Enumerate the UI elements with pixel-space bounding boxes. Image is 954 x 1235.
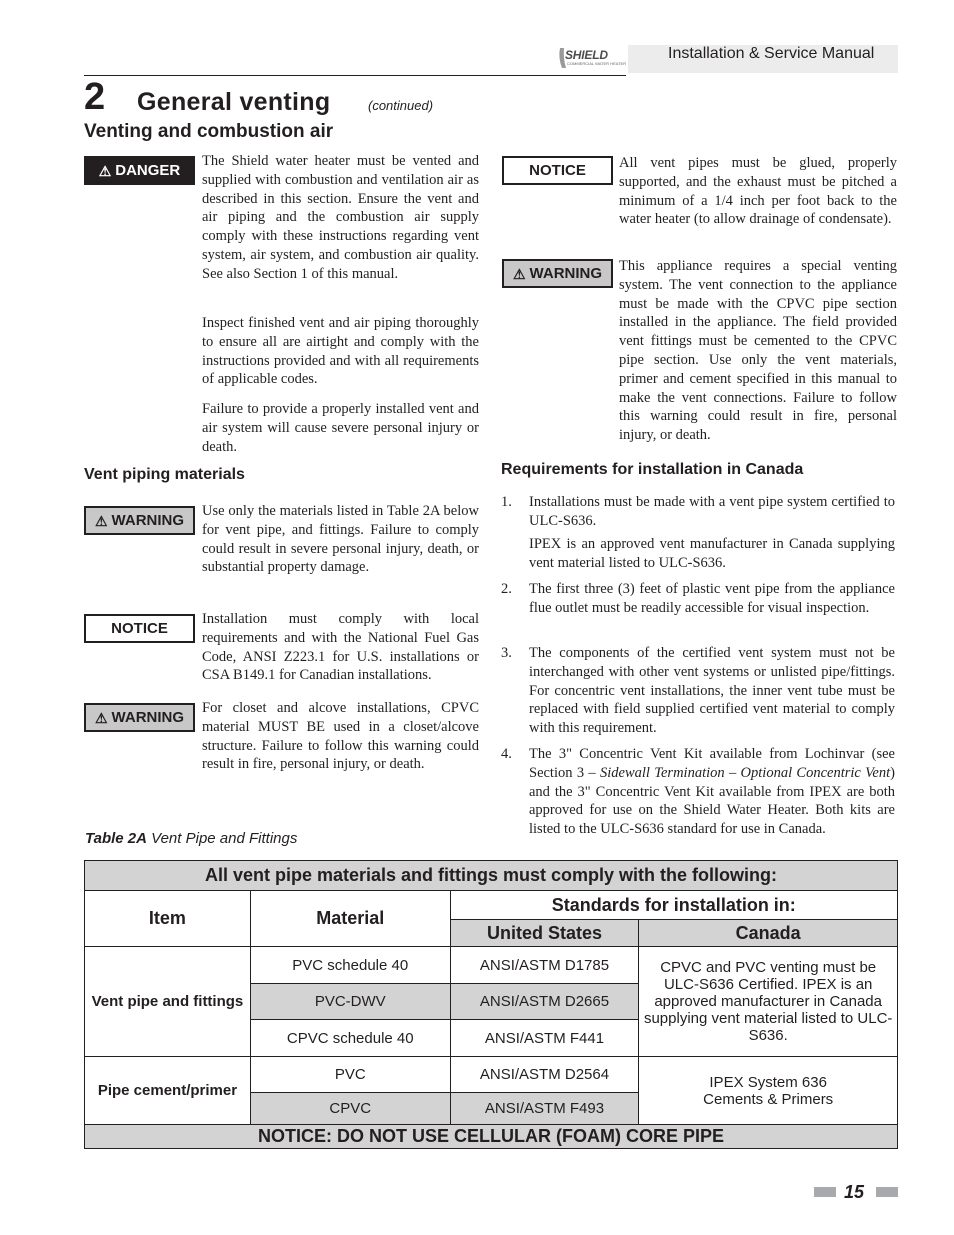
col-canada: Canada (639, 920, 898, 947)
list-number: 2. (501, 581, 512, 597)
table-cell: ANSI/ASTM D2564 (450, 1057, 639, 1093)
col-material: Material (250, 891, 450, 947)
header-rule (84, 75, 626, 76)
canada-cement-note: IPEX System 636 Cements & Primers (639, 1057, 898, 1125)
vent-piping-heading: Vent piping materials (84, 466, 245, 483)
section-title: General venting (137, 88, 331, 116)
canada-vent-note: CPVC and PVC venting must be ULC-S636 Certified. IPEX is an approved manufacturer in Canada supplying vent material listed to ULC-S636. (639, 947, 898, 1057)
section-continued: (continued) (368, 98, 434, 113)
venting-heading: Venting and combustion air (84, 121, 334, 142)
table-cell: ANSI/ASTM D2665 (450, 984, 639, 1020)
table-cell: PVC schedule 40 (250, 947, 450, 984)
notice-2-text: All vent pipes must be glued, properly supported, and the exhaust must be pitched a minimum of a 1/4 inch per foot back to the water heater (to allow drainage of condensate). (619, 155, 897, 228)
table-cell: PVC-DWV (250, 984, 450, 1020)
notice-badge-1: NOTICE (84, 614, 195, 643)
list-number: 4. (501, 746, 512, 762)
notice-badge-2: NOTICE (502, 156, 613, 185)
footer-bar-left (814, 1187, 836, 1197)
list-item: The first three (3) feet of plastic vent pipe from the appliance flue outlet must be readily accessible for visual inspection. (529, 581, 895, 616)
warning-1-text: Use only the materials listed in Table 2A below for vent pipe, and fittings. Failure to comply could result in severe personal injury, death, or substantial property damage. (202, 503, 479, 576)
table-cell: ANSI/ASTM F441 (450, 1020, 639, 1057)
page-number: 15 (844, 1182, 865, 1202)
warning-3-text: This appliance requires a special venting system. The vent connection to the appliance must be made with the CPVC pipe section installed in the appliance. The field provided vent fittings must be cemented to the CPVC pipe section. Use only the vent materials, primer and cement specified in this manual to make the vent connections. Failure to follow this warning could result in fire, personal injury, or death. (619, 258, 897, 444)
warning-triangle-icon: ⚠ (94, 709, 108, 726)
notice-1-text: Installation must comply with local requirements and with the National Fuel Gas Code, ANSI Z223.1 for U.S. installations or CSA B149.1 for Canadian installations. (202, 611, 479, 684)
table-caption: Table 2A Vent Pipe and Fittings (85, 830, 298, 847)
canada-heading: Requirements for installation in Canada (501, 461, 804, 478)
list-number: 3. (501, 645, 512, 661)
danger-paragraph-3: Failure to provide a properly installed vent and air system will cause severe personal injury or death. (202, 401, 479, 455)
warning-badge-3: ⚠ WARNING (502, 259, 613, 288)
warning-triangle-icon: ⚠ (98, 162, 112, 179)
list-item: IPEX is an approved vent manufacturer in Canada supplying vent material listed to ULC-S636. (529, 536, 895, 571)
list-item: Installations must be made with a vent pipe system certified to ULC-S636. (529, 494, 895, 529)
table-cell: CPVC schedule 40 (250, 1020, 450, 1057)
manual-title: Installation & Service Manual (668, 45, 875, 62)
danger-paragraph-1: The Shield water heater must be vented and supplied with combustion and ventilation air as described in this section. Ensure the vent and air piping and the combustion air supply comply with these instructions regarding vent system, air system, and combustion air quality. See also Section 1 of this manual. (202, 153, 479, 282)
list-item: The components of the certified vent system must not be interchanged with other vent systems or unlisted pipe/fittings. For concentric vent installations, the inner vent tube must be replaced with field supplied certified vent material to comply with this requirement. (529, 645, 895, 737)
warning-triangle-icon: ⚠ (512, 265, 526, 282)
footer-bar-right (876, 1187, 898, 1197)
table-cell: ANSI/ASTM F493 (450, 1093, 639, 1125)
warning-triangle-icon: ⚠ (94, 512, 108, 529)
list-item: The 3" Concentric Vent Kit available from Lochinvar (see Section 3 – Sidewall Termination – Optional Concentric Vent) and the 3" Concentric Vent Kit available from IPEX are both approved for use on the Shield Water Heater. Both kits are listed to the ULC-S636 standard for use in Canada. (529, 746, 895, 838)
table-cell: CPVC (250, 1093, 450, 1125)
list-number: 1. (501, 494, 512, 510)
warning-badge-1: ⚠ WARNING (84, 506, 195, 535)
col-standards: Standards for installation in: (450, 891, 897, 920)
table-title: All vent pipe materials and fittings must comply with the following: (85, 861, 898, 891)
table-cell: ANSI/ASTM D1785 (450, 947, 639, 984)
danger-paragraph-2: Inspect finished vent and air piping thoroughly to ensure all are airtight and comply with the instructions provided and with all requirements of applicable codes. (202, 315, 479, 388)
group-cement: Pipe cement/primer (85, 1057, 251, 1125)
warning-2-text: For closet and alcove installations, CPVC material MUST BE used in a closet/alcove structure. Failure to follow this warning could result in fire, personal injury, or death. (202, 700, 479, 773)
col-item: Item (85, 891, 251, 947)
group-vent-pipe: Vent pipe and fittings (85, 947, 251, 1057)
vent-pipe-table (84, 860, 898, 1149)
shield-logo: SHIELD COMMERCIAL WATER HEATER (556, 44, 628, 72)
section-number: 2 (84, 76, 106, 118)
warning-badge-2: ⚠ WARNING (84, 703, 195, 732)
danger-badge: ⚠ DANGER (84, 156, 195, 185)
col-us: United States (450, 920, 639, 947)
table-cell: PVC (250, 1057, 450, 1093)
table-footer-notice: NOTICE: DO NOT USE CELLULAR (FOAM) CORE PIPE (85, 1125, 898, 1149)
